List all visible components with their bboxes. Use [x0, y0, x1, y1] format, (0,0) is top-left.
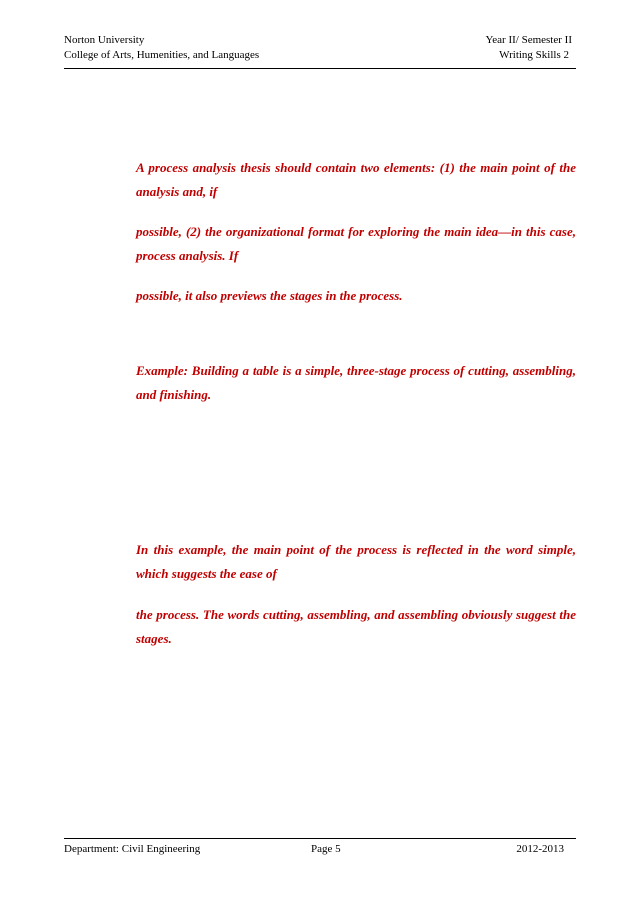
- body-paragraph: the process. The words cutting, assembling, and assembling obviously suggest the stages.: [136, 607, 576, 646]
- header-right: [485, 33, 572, 62]
- header-divider: [64, 68, 576, 69]
- college-name: College of Arts, Humenities, and Languages: [64, 48, 260, 61]
- body-paragraph: possible, it also previews the stages in the process.: [136, 288, 403, 303]
- footer-department: Department: Civil Engineering: [64, 843, 201, 855]
- body-paragraph: In this example, the main point of the process is reflected in the word simple, which suggests the ease of: [136, 542, 576, 581]
- header-left: [64, 33, 259, 62]
- page-number: Page 5: [311, 843, 341, 855]
- university-name: Norton University: [64, 34, 145, 46]
- example-paragraph: Example: Building a table is a simple, three-stage process of cutting, assembling, and finishing.: [136, 363, 576, 402]
- year-semester: Year II/ Semester II: [485, 34, 572, 46]
- course-name: Writing Skills 2: [499, 48, 569, 61]
- footer-divider: [64, 838, 576, 839]
- academic-year: 2012-2013: [516, 843, 564, 855]
- body-paragraph: possible, (2) the organizational format for exploring the main idea—in this case, process analysis. If: [136, 224, 576, 263]
- body-paragraph: A process analysis thesis should contain two elements: (1) the main point of the analysis and, if: [136, 160, 576, 199]
